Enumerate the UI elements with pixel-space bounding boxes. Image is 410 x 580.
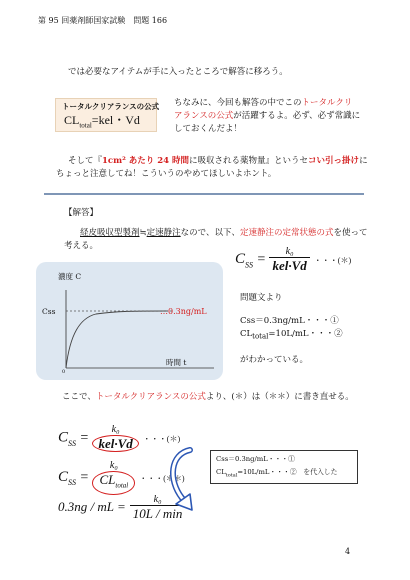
eq3-den: 10L / min [130, 505, 186, 521]
intro-text: では必要なアイテムが手に入ったところで解答に移ろう。 [68, 67, 288, 77]
given-line1: Css＝0.3ng/mL・・・① [240, 316, 339, 326]
eq1-tag: ・・・(＊) [142, 434, 181, 444]
formula-lhs: CL [64, 113, 80, 127]
eq1-num: k₀ [111, 424, 120, 435]
graph-css-label: Css [42, 307, 56, 316]
note-line2-suffix: が活躍するよ。必ず、必ず常識に [233, 111, 361, 121]
note-paragraph [174, 97, 360, 136]
note-line1-prefix: ちなみに、今回も解答の中でこの [174, 98, 302, 108]
eq-right-tag: ・・・(＊) [313, 256, 352, 266]
substitute-line2-a: CL [216, 468, 226, 476]
graph-value-label: …0.3ng/mL [160, 307, 207, 316]
eq-right-num: k₀ [285, 246, 294, 257]
substitute-line2-b: =10L/mL・・・② を代入した [237, 468, 338, 476]
rewrite-b: トータルクリアランスの公式 [95, 392, 206, 402]
formula-box [55, 98, 160, 132]
concentration-curve [66, 311, 168, 368]
warning-c: に吸収される薬物量』というセ [189, 156, 309, 166]
given-line2-a: CL [240, 329, 253, 339]
eq2-tag: ・・・(＊＊) [139, 473, 185, 483]
warning-d: コい引っ掛け [308, 156, 360, 166]
eq3-num: k₀ [153, 494, 162, 505]
answer-f: を使って [333, 228, 368, 238]
note-line1-red: トータルクリ [301, 98, 353, 108]
eq3-lhs: 0.3ng / mL = [58, 499, 126, 515]
eq2-num: k₀ [109, 460, 118, 471]
answer-b: ≒ [139, 228, 147, 238]
eq-right-lhs-sub: SS [245, 260, 254, 270]
eq2-lhs-sub: SS [68, 478, 77, 488]
answer-a: 経皮吸収型製剤 [80, 228, 140, 238]
eq-right-fraction [269, 246, 309, 273]
given-title: 問題文より [240, 293, 283, 303]
eq1-den: kel·Vd [92, 435, 138, 452]
answer-d: なので、以下、 [180, 228, 240, 238]
substitute-line2-sub: total [225, 472, 238, 479]
equation-2: $C_{SS}$ = $\frac{\text{k₀}}{CL_{total}}$ ・・・(＊＊) [58, 460, 185, 495]
equation-css-right: $C_{SS}$ = $\frac{\text{k₀}}{\text{kel·Vd}}$ ・・・(＊) [235, 246, 352, 273]
eq1-fraction [92, 424, 138, 452]
substitute-box [210, 450, 358, 484]
section-divider [44, 193, 364, 195]
eq1-lhs: C [58, 429, 69, 446]
page-header: 第 95 回薬剤師国家試験 問題 166 [38, 16, 168, 25]
eq-right-lhs: C [235, 251, 246, 268]
page-number: 4 [345, 547, 351, 556]
answer-c: 定速静注 [146, 228, 181, 238]
given-line2-sub: total [252, 332, 269, 341]
given-block [240, 292, 343, 367]
given-line3: がわかっている。 [240, 354, 309, 365]
formula-rhs: =kel・Vd [91, 113, 140, 127]
concentration-graph [36, 262, 223, 380]
eq2-fraction [92, 460, 135, 495]
warning-line2: ちょっと注意してね！こういうのやめてほしいよホント。 [56, 169, 277, 179]
rewrite-sentence [62, 391, 354, 404]
rewrite-a: ここで、 [62, 392, 96, 402]
answer-e: 定速静注の定常状態の式 [240, 228, 334, 238]
eq2-den-text: CL [99, 472, 116, 487]
warning-b: 1cm² あたり 24 時間 [102, 156, 190, 166]
graph-ylabel: 濃度 C [58, 272, 82, 281]
eq2-den [92, 471, 135, 495]
note-line3: しておくんだよ！ [174, 124, 243, 134]
warning-a: そして『 [68, 156, 103, 166]
formula-lhs-sub: total [79, 121, 92, 130]
formula-box-equation [64, 113, 140, 132]
eq2-den-sub: total [115, 481, 129, 490]
eq2-lhs: C [58, 468, 69, 485]
given-line2-b: =10L/mL・・・② [268, 329, 343, 339]
warning-paragraph [56, 155, 368, 181]
eq-right-den: kel·Vd [269, 257, 309, 273]
substitute-line1: Css＝0.3ng/mL・・・① [216, 455, 295, 463]
eq1-lhs-sub: SS [68, 438, 77, 448]
note-line2-red: アランスの公式 [174, 111, 234, 121]
graph-origin: 0 [62, 369, 66, 375]
answer-label: 【解答】 [64, 208, 99, 218]
formula-box-title: トータルクリアランスの公式 [62, 102, 160, 111]
rewrite-c: より、(＊）は（＊＊）に書き直せる。 [205, 392, 354, 402]
warning-e: に [359, 156, 368, 166]
answer-line2: 考える。 [64, 241, 99, 251]
equation-1: $C_{SS}$ = $\frac{\text{k₀}}{\text{kel·Vd}}$ ・・・(＊) [58, 424, 181, 451]
graph-xlabel: 時間 t [166, 358, 187, 367]
